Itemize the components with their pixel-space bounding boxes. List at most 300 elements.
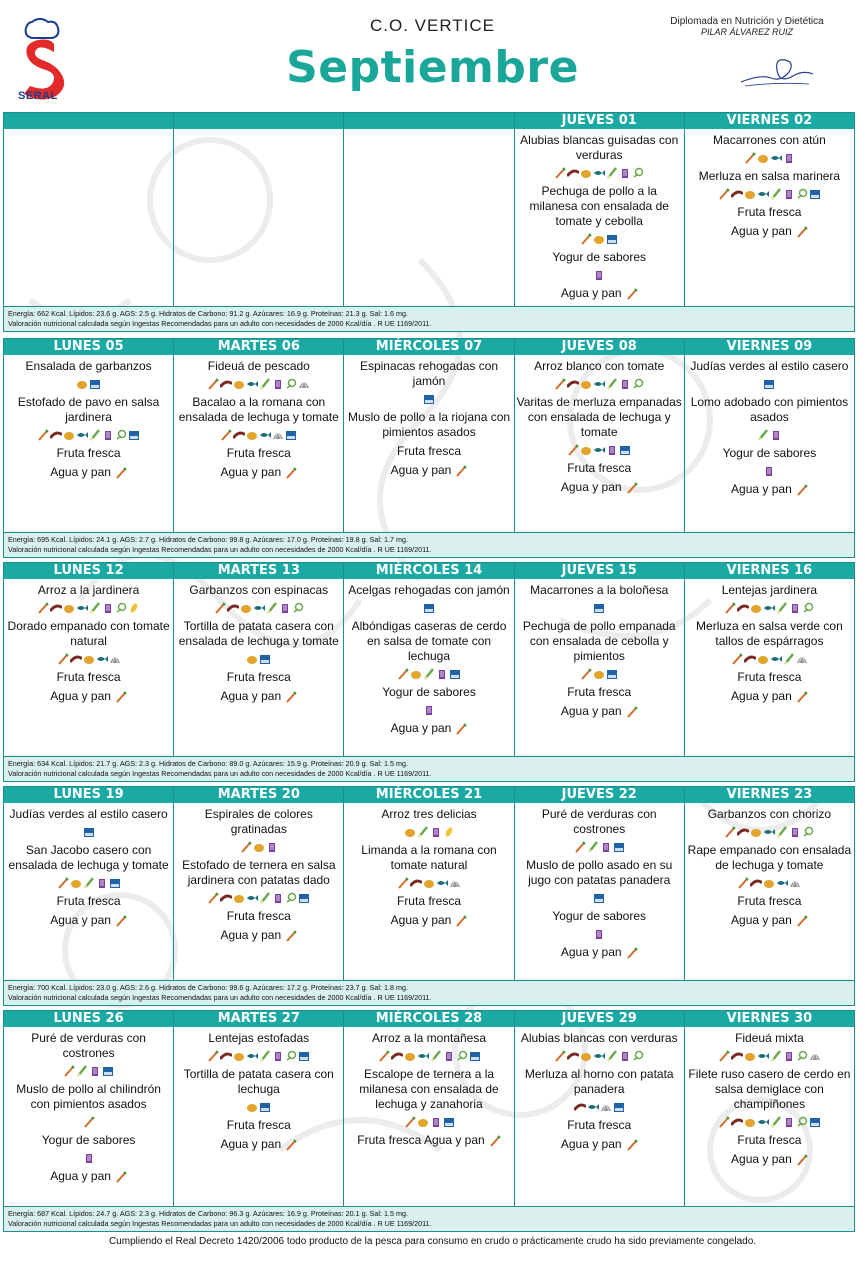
dish-text: Pechuga de pollo empanada con ensalada de cebolla y pimientos [522,619,676,663]
day-cell [514,562,684,757]
menu-dish [48,1169,129,1184]
potato-icon [580,1050,592,1062]
celery-icon [57,877,69,889]
potato-icon [233,1050,245,1062]
celery-icon [37,429,49,441]
potato-icon [246,1101,258,1113]
day-cell [343,112,513,307]
celery-icon [718,188,730,200]
pea-icon [796,188,808,200]
day-header: JUEVES 01 [515,113,684,129]
dish-text: Fruta fresca [56,670,121,684]
menu-dish [55,670,123,685]
leek-icon [417,826,429,838]
dish-text: Agua y pan [390,913,452,927]
box-icon [259,653,271,665]
celery-icon [115,1171,127,1183]
potato-icon [750,826,762,838]
sausage-icon [410,877,422,889]
leek-icon [266,602,278,614]
menu-dish [550,909,648,924]
box-icon [606,233,618,245]
dish-text: Bacalao a la romana con ensalada de lechuga y tomate [178,395,339,424]
menu-dish [515,184,684,229]
menu-dish [206,1031,311,1046]
celery-icon [214,602,226,614]
purple-icon [600,841,612,853]
celery-icon [567,444,579,456]
day-cell [3,338,173,533]
dish-text: Fruta fresca [737,205,802,219]
box-icon [809,188,821,200]
menu-dish [515,1067,684,1097]
allergen-icons [404,1115,455,1128]
leek-icon [783,653,795,665]
sausage-icon [50,602,62,614]
corn-icon [443,826,455,838]
purple-icon [763,465,775,477]
sausage-icon [731,1116,743,1128]
box-icon [83,826,95,838]
celery-icon [63,1065,75,1077]
dish-text: Albóndigas caseras de cerdo en salsa de tomate con lechuga [351,619,507,663]
menu-dish [218,689,299,704]
celery-icon [626,1139,638,1151]
allergen-icons [763,377,775,390]
celery-icon [554,378,566,390]
dish-text: Agua y pan [390,463,452,477]
celery-icon [796,226,808,238]
dish-text: Fruta fresca [396,894,462,908]
day-cell [343,1010,513,1207]
logo-text: SERAL [18,90,58,102]
day-header: VIERNES 23 [685,787,854,803]
dish-text: Macarrones con atún [713,133,826,147]
menu-dish [48,689,129,704]
nutrition-values: Energía: 662 Kcal. Lípidos: 23.6 g. AGS: 2.5 g. Hidratos de Carbono: 91.2 g. Azúcares: 16.9 g. Proteínas: 21.3 g. Sal: 1.6 mg. [8,309,408,318]
dish-text: Fruta fresca [226,446,291,460]
potato-icon [233,378,245,390]
menu-dish [559,945,640,960]
nutrition-note: Valoración nutricional calculada según Ingestas Recomendadas para un adulto con necesidades de 2000 Kcal/día . R UE 1169/2011. [8,1219,432,1228]
fish-icon [593,1050,605,1062]
nutrition-note: Valoración nutricional calculada según Ingestas Recomendadas para un adulto con necesidades de 2000 Kcal/día . R UE 1169/2011. [8,319,432,328]
box-icon [423,393,435,405]
dish-text: Ensalada de garbanzos [25,359,152,373]
allergen-icons [737,876,801,889]
dish-text: Agua y pan [731,482,792,496]
fish-icon [770,653,782,665]
day-cell [684,112,855,307]
shell-icon [298,378,310,390]
celery-icon [37,602,49,614]
box-icon [613,1101,625,1113]
dish-text: Garbanzos con espinacas [189,583,329,597]
menu-dish [4,1082,173,1112]
month-title: Septiembre [286,42,579,93]
dish-text: Filete ruso casero de cerdo en salsa demiglace con champiñones [688,1067,851,1111]
potato-icon [404,826,416,838]
purple-icon [102,602,114,614]
menu-dish [344,843,513,873]
nutrition-note: Valoración nutricional calculada según Ingestas Recomendadas para un adulto con necesidades de 2000 Kcal/día . R UE 1169/2011. [8,545,432,554]
celery-icon [207,378,219,390]
dish-text: Agua y pan [50,913,111,927]
purple-icon [619,167,631,179]
potato-icon [580,378,592,390]
shell-icon [109,653,121,665]
allergen-icons [724,825,814,838]
potato-icon [253,841,265,853]
day-cell [173,338,343,533]
allergen-icons [57,652,121,665]
day-header: MIÉRCOLES 07 [344,339,513,355]
menu-dish [380,685,478,700]
allergen-icons [554,1049,644,1062]
purple-icon [430,826,442,838]
menu-dish [218,1137,299,1152]
dish-text: San Jacobo casero con ensalada de lechuga y tomate [8,843,169,872]
potato-icon [744,1050,756,1062]
day-header: VIERNES 02 [685,113,854,129]
menu-dish [355,1133,502,1148]
menu-dish [206,359,312,374]
celery-icon [718,1050,730,1062]
dish-text: Fruta fresca [567,1118,632,1132]
allergen-icons [76,377,101,390]
dish-text: Escalope de ternera a la milanesa con ensalada de lechuga y zanahoria [359,1067,499,1111]
celery-icon [285,1139,297,1151]
dish-text: Fruta fresca [396,444,462,458]
menu-dish [389,913,470,928]
menu-dish [550,250,648,265]
day-cell [173,112,343,307]
celery-icon [489,1135,501,1147]
menu-dish [729,482,810,497]
purple-icon [423,704,435,716]
fish-icon [776,877,788,889]
shell-icon [796,653,808,665]
menu-dish [55,894,123,909]
menu-dish [174,1067,343,1097]
menu-dish [515,133,684,163]
celery-icon [737,877,749,889]
menu-dish [8,807,170,822]
dish-text: Rape empanado con ensalada de lechuga y tomate [687,843,852,872]
box-icon [423,602,435,614]
sausage-icon [731,188,743,200]
dish-text: Lentejas estofadas [208,1031,310,1045]
day-header: MIÉRCOLES 28 [344,1011,513,1027]
allergen-icons [207,1049,310,1062]
sausage-icon [737,826,749,838]
potato-icon [410,668,422,680]
menu-dish [729,689,810,704]
sausage-icon [233,429,245,441]
day-cell [684,338,855,533]
dish-text: Fruta fresca [226,1118,291,1132]
pea-icon [285,378,297,390]
nutrition-info [3,533,855,558]
week-block [3,1010,855,1232]
menu-dish [379,807,478,822]
dish-text: Acelgas rehogadas con jamón [348,583,510,597]
menu-dish [344,359,513,389]
purple-icon [102,429,114,441]
menu-dish [225,670,293,685]
celery-icon [115,467,127,479]
purple-icon [789,602,801,614]
menu-dish [174,858,343,888]
menu-dish [344,619,513,664]
box-icon [606,668,618,680]
pea-icon [796,1050,808,1062]
nutrition-info [3,1207,855,1232]
allergen-icons [724,601,814,614]
week-block [3,338,855,558]
leek-icon [89,429,101,441]
dish-text: Alubias blancas con verduras [520,1031,678,1045]
allergen-icons [580,232,618,245]
menu-dish [344,1067,513,1112]
dish-text: Agua y pan [731,913,792,927]
day-header [344,113,513,129]
dish-text: Fruta fresca [737,894,802,908]
dish-text: Tortilla de patata casera con lechuga [183,1067,334,1096]
dish-text: Yogur de sabores [722,446,817,460]
menu-dish [559,480,640,495]
leek-icon [259,1050,271,1062]
menu-dish [55,446,123,461]
allergen-icons [593,891,605,904]
celery-icon [796,484,808,496]
box-icon [285,429,297,441]
potato-icon [63,429,75,441]
purple-icon [89,1065,101,1077]
nutrition-note: Valoración nutricional calculada según Ingestas Recomendadas para un adulto con necesidades de 2000 Kcal/día . R UE 1169/2011. [8,993,432,1002]
sausage-icon [731,1050,743,1062]
nutrition-note: Valoración nutricional calculada según Ingestas Recomendadas para un adulto con necesidades de 2000 Kcal/día . R UE 1169/2011. [8,769,432,778]
day-header: MARTES 13 [174,563,343,579]
dish-text: Yogur de sabores [552,909,647,923]
day-header: MARTES 20 [174,787,343,803]
day-cell [3,1010,173,1207]
celery-icon [240,841,252,853]
dish-text: Judías verdes al estilo casero [9,807,168,821]
menu-dish [4,395,173,425]
allergen-icons [57,876,121,889]
menu-dish [395,894,463,909]
menu-dish [565,685,633,700]
dish-text: Merluza en salsa verde con tallos de espárragos [696,619,843,648]
day-header: MARTES 27 [174,1011,343,1027]
menu-dish [532,359,666,374]
dish-text: Alubias blancas guisadas con verduras [520,133,679,162]
dish-text: Agua y pan [731,1152,792,1166]
day-cell [173,1010,343,1207]
box-icon [619,444,631,456]
allergen-icons [567,443,631,456]
purple-icon [436,668,448,680]
box-icon [128,429,140,441]
purple-icon [606,444,618,456]
dish-text: Garbanzos con chorizo [707,807,832,821]
sausage-icon [737,602,749,614]
allergen-icons [554,166,644,179]
box-icon [109,877,121,889]
signature [737,52,817,92]
dish-text: Fruta fresca [567,685,632,699]
purple-icon [272,1050,284,1062]
menu-dish [729,1152,810,1167]
leek-icon [770,188,782,200]
week-days [3,1010,855,1207]
menu-dish [733,1031,806,1046]
purple-icon [430,1116,442,1128]
potato-icon [423,877,435,889]
potato-icon [763,877,775,889]
shell-icon [600,1101,612,1113]
celery-icon [115,915,127,927]
allergen-icons [593,268,605,281]
celery-icon [207,892,219,904]
pea-icon [632,378,644,390]
dietitian-info [647,16,847,37]
menu-dish [735,205,803,220]
dish-text: Fruta fresca [226,670,291,684]
allergen-icons [574,840,625,853]
dish-text: Fruta fresca [737,1133,802,1147]
leek-icon [587,841,599,853]
celery-icon [397,668,409,680]
celery-icon [285,691,297,703]
menu-dish [685,1067,854,1112]
menu-dish [174,619,343,649]
nutrition-values: Energía: 634 Kcal. Lípidos: 21.7 g. AGS: 2.3 g. Hidratos de Carbono: 89.0 g. Azúcares: 15.9 g. Proteínas: 20.9 g. Sal: 1.5 mg. [8,759,408,768]
dish-text: Lomo adobado con pimientos asados [690,395,849,424]
menu-dish [528,583,670,598]
menu-dish [40,1133,138,1148]
menu-dish [729,913,810,928]
menu-dish [515,807,684,837]
dish-text: Agua y pan [50,689,111,703]
leek-icon [770,1116,782,1128]
purple-icon [96,877,108,889]
allergen-icons [63,1064,114,1077]
box-icon [298,1050,310,1062]
leek-icon [770,1050,782,1062]
purple-icon [619,378,631,390]
box-icon [469,1050,481,1062]
leek-icon [606,167,618,179]
fish-icon [593,167,605,179]
fish-icon [259,429,271,441]
menu-dish [729,224,810,239]
week-block [3,562,855,782]
leek-icon [423,668,435,680]
sausage-icon [391,1050,403,1062]
nutrition-values: Energía: 695 Kcal. Lípidos: 24.1 g. AGS: 2.7 g. Hidratos de Carbono: 99.8 g. Azúcares: 17.0 g. Proteínas: 19.8 g. Sal: 1.7 mg. [8,535,408,544]
sausage-icon [220,378,232,390]
dish-text: Yogur de sabores [41,1133,136,1147]
week-days [3,562,855,757]
potato-icon [580,167,592,179]
nutrition-values: Energía: 700 Kcal. Lípidos: 23.0 g. AGS: 2.6 g. Hidratos de Carbono: 99.6 g. Azúcares: 17.2 g. Proteínas: 23.7 g. Sal: 1.8 mg. [8,983,408,992]
dish-text: Pechuga de pollo a la milanesa con ensalada de tomate y cebolla [529,184,669,228]
purple-icon [593,928,605,940]
menu-dish [685,843,854,873]
fish-icon [246,378,258,390]
celery-icon [724,826,736,838]
day-header: MIÉRCOLES 21 [344,787,513,803]
purple-icon [783,152,795,164]
allergen-icons [731,652,808,665]
box-icon [298,892,310,904]
leek-icon [606,1050,618,1062]
dish-text: Espinacas rehogadas con jamón [359,359,499,388]
allergen-icons [246,1100,271,1113]
dish-text: Fruta fresca [737,670,802,684]
day-cell [684,1010,855,1207]
dish-text: Yogur de sabores [382,685,476,699]
purple-icon [279,602,291,614]
leek-icon [76,1065,88,1077]
dish-text: Fruta fresca [226,909,291,923]
menu-dish [346,583,511,598]
pea-icon [632,167,644,179]
nutrition-info [3,981,855,1006]
pea-icon [292,602,304,614]
dish-text: Muslo de pollo a la riojana con pimientos asados [347,410,511,439]
sausage-icon [567,167,579,179]
sausage-icon [220,892,232,904]
box-icon [593,892,605,904]
menu-dish [721,446,819,461]
celery-icon [455,465,467,477]
leek-icon [430,1050,442,1062]
allergen-icons [220,428,297,441]
purple-icon [272,892,284,904]
celery-icon [796,1154,808,1166]
menu-dish [559,286,640,301]
purple-icon [619,1050,631,1062]
celery-icon [83,1116,95,1128]
pea-icon [802,826,814,838]
allergen-icons [744,151,795,164]
leek-icon [757,429,769,441]
celery-icon [580,668,592,680]
menu-dish [720,583,819,598]
menu-dish [48,913,129,928]
day-header: VIERNES 09 [685,339,854,355]
potato-icon [404,1050,416,1062]
allergen-icons [397,667,461,680]
dish-text: Tortilla de patata casera con ensalada de lechuga y tomate [178,619,339,648]
day-cell [173,562,343,757]
week-days [3,338,855,533]
purple-icon [272,378,284,390]
footer-note: Cumpliendo el Real Decreto 1420/2006 todo producto de la pesca para consumo en crudo o prácticamente crudo ha sido previamente congelado. [108,1236,757,1247]
menu-dish [697,169,842,184]
leek-icon [259,892,271,904]
fish-icon [253,602,265,614]
celery-icon [626,482,638,494]
dish-text: Estofado de pavo en salsa jardinera [17,395,160,424]
menu-dish [688,359,850,374]
box-icon [449,668,461,680]
day-header: JUEVES 29 [515,1011,684,1027]
dish-text: Puré de verduras con costrones [31,1031,146,1060]
